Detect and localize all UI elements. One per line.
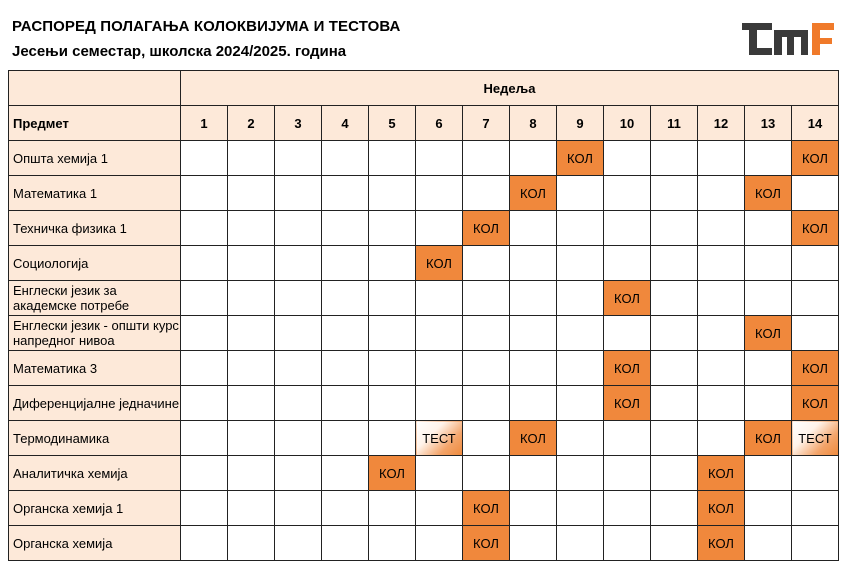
table-row (9, 316, 839, 351)
empty-cell (651, 246, 698, 281)
table-row (9, 211, 839, 246)
exam-cell-kol: КОЛ (416, 246, 463, 281)
week-number-9: 9 (557, 106, 604, 141)
table-row (9, 456, 839, 491)
empty-cell (651, 351, 698, 386)
empty-cell (228, 211, 275, 246)
empty-cell (181, 211, 228, 246)
empty-cell (181, 141, 228, 176)
empty-cell (557, 456, 604, 491)
empty-cell (416, 211, 463, 246)
exam-cell-kol: КОЛ (463, 526, 510, 561)
empty-cell (698, 141, 745, 176)
week-group-label: Недеља (181, 71, 839, 106)
empty-cell (651, 421, 698, 456)
empty-cell (463, 386, 510, 421)
week-number-4: 4 (322, 106, 369, 141)
empty-cell (604, 316, 651, 351)
empty-cell (792, 316, 839, 351)
empty-cell (745, 491, 792, 526)
exam-cell-kol: КОЛ (463, 211, 510, 246)
empty-cell (792, 456, 839, 491)
empty-cell (228, 351, 275, 386)
empty-cell (510, 281, 557, 316)
empty-cell (322, 491, 369, 526)
empty-cell (463, 351, 510, 386)
empty-cell (698, 351, 745, 386)
empty-cell (181, 456, 228, 491)
empty-cell (792, 176, 839, 211)
empty-cell (745, 351, 792, 386)
empty-cell (369, 246, 416, 281)
empty-cell (322, 281, 369, 316)
empty-cell (322, 526, 369, 561)
week-number-13: 13 (745, 106, 792, 141)
empty-cell (275, 456, 322, 491)
empty-cell (745, 281, 792, 316)
empty-cell (181, 176, 228, 211)
exam-cell-kol: КОЛ (745, 316, 792, 351)
week-number-1: 1 (181, 106, 228, 141)
empty-cell (416, 456, 463, 491)
empty-cell (322, 246, 369, 281)
empty-cell (416, 386, 463, 421)
week-number-10: 10 (604, 106, 651, 141)
empty-cell (510, 456, 557, 491)
week-number-8: 8 (510, 106, 557, 141)
empty-cell (369, 491, 416, 526)
empty-cell (557, 491, 604, 526)
table-row (9, 281, 839, 316)
subject-name: Енглески језик за академске потребе (9, 281, 181, 316)
subject-name: Органска хемија (9, 526, 181, 561)
empty-cell (745, 246, 792, 281)
empty-cell (228, 421, 275, 456)
exam-cell-kol: КОЛ (604, 351, 651, 386)
empty-cell (463, 421, 510, 456)
subject-name: Органска хемија 1 (9, 491, 181, 526)
table-row (9, 491, 839, 526)
empty-cell (698, 176, 745, 211)
empty-cell (228, 176, 275, 211)
empty-cell (322, 351, 369, 386)
exam-cell-kol: КОЛ (792, 386, 839, 421)
empty-cell (275, 386, 322, 421)
week-number-2: 2 (228, 106, 275, 141)
week-number-5: 5 (369, 106, 416, 141)
empty-cell (604, 246, 651, 281)
empty-cell (510, 351, 557, 386)
empty-cell (416, 141, 463, 176)
week-number-6: 6 (416, 106, 463, 141)
empty-cell (275, 211, 322, 246)
empty-cell (510, 316, 557, 351)
empty-cell (369, 176, 416, 211)
empty-cell (416, 316, 463, 351)
subject-name: Социологија (9, 246, 181, 281)
empty-cell (275, 281, 322, 316)
week-number-3: 3 (275, 106, 322, 141)
empty-cell (369, 351, 416, 386)
table-row (9, 421, 839, 456)
empty-cell (322, 421, 369, 456)
empty-cell (604, 176, 651, 211)
empty-cell (181, 491, 228, 526)
empty-cell (228, 316, 275, 351)
subject-name: Аналитичка хемија (9, 456, 181, 491)
week-number-14: 14 (792, 106, 839, 141)
empty-cell (604, 141, 651, 176)
table-row (9, 386, 839, 421)
week-number-11: 11 (651, 106, 698, 141)
empty-cell (698, 281, 745, 316)
empty-cell (557, 526, 604, 561)
empty-cell (228, 491, 275, 526)
empty-cell (651, 211, 698, 246)
empty-cell (651, 526, 698, 561)
exam-cell-kol: КОЛ (745, 176, 792, 211)
table-row (9, 526, 839, 561)
subject-name: Диференцијалне једначине (9, 386, 181, 421)
empty-cell (604, 456, 651, 491)
tmf-logo (740, 20, 836, 60)
page-title: РАСПОРЕД ПОЛАГАЊА КОЛОКВИЈУМА И ТЕСТОВА (12, 18, 401, 35)
empty-cell (275, 526, 322, 561)
empty-cell (604, 211, 651, 246)
exam-cell-kol: КОЛ (792, 141, 839, 176)
empty-cell (745, 386, 792, 421)
exam-cell-kol: КОЛ (369, 456, 416, 491)
empty-cell (510, 211, 557, 246)
exam-cell-kol: КОЛ (745, 421, 792, 456)
empty-cell (369, 421, 416, 456)
empty-cell (275, 351, 322, 386)
week-number-12: 12 (698, 106, 745, 141)
exam-cell-test: ТЕСТ (416, 421, 463, 456)
subject-name: Општа хемија 1 (9, 141, 181, 176)
exam-cell-kol: КОЛ (698, 491, 745, 526)
empty-cell (651, 176, 698, 211)
empty-cell (275, 246, 322, 281)
empty-cell (228, 281, 275, 316)
exam-cell-kol: КОЛ (604, 386, 651, 421)
empty-cell (604, 526, 651, 561)
table-row (9, 141, 839, 176)
empty-cell (369, 526, 416, 561)
empty-cell (463, 456, 510, 491)
empty-cell (322, 141, 369, 176)
empty-cell (463, 176, 510, 211)
empty-cell (463, 246, 510, 281)
exam-cell-kol: КОЛ (510, 421, 557, 456)
subject-name: Техничка физика 1 (9, 211, 181, 246)
empty-cell (416, 351, 463, 386)
empty-cell (181, 351, 228, 386)
empty-cell (604, 491, 651, 526)
exam-cell-kol: КОЛ (510, 176, 557, 211)
empty-cell (510, 386, 557, 421)
empty-cell (510, 526, 557, 561)
empty-cell (275, 491, 322, 526)
empty-cell (651, 141, 698, 176)
empty-cell (181, 386, 228, 421)
empty-cell (557, 386, 604, 421)
exam-cell-kol: КОЛ (792, 211, 839, 246)
empty-cell (745, 526, 792, 561)
schedule-table-body (9, 71, 839, 561)
empty-cell (463, 281, 510, 316)
empty-cell (181, 281, 228, 316)
empty-cell (745, 141, 792, 176)
empty-cell (557, 211, 604, 246)
empty-cell (698, 246, 745, 281)
exam-cell-kol: КОЛ (557, 141, 604, 176)
subject-name: Математика 1 (9, 176, 181, 211)
empty-cell (745, 211, 792, 246)
empty-cell (510, 491, 557, 526)
empty-cell (651, 281, 698, 316)
exam-cell-test: ТЕСТ (792, 421, 839, 456)
week-number-row (9, 106, 839, 141)
subject-name: Математика 3 (9, 351, 181, 386)
week-group-row (9, 71, 839, 106)
exam-cell-kol: КОЛ (792, 351, 839, 386)
empty-cell (275, 316, 322, 351)
empty-cell (369, 386, 416, 421)
empty-cell (651, 491, 698, 526)
subject-column-header: Предмет (9, 106, 181, 141)
table-row (9, 351, 839, 386)
empty-cell (416, 176, 463, 211)
exam-cell-kol: КОЛ (463, 491, 510, 526)
empty-cell (275, 141, 322, 176)
tmf-logo-icon (740, 20, 836, 60)
empty-cell (369, 281, 416, 316)
empty-cell (792, 281, 839, 316)
empty-cell (651, 316, 698, 351)
empty-cell (228, 141, 275, 176)
empty-cell (557, 351, 604, 386)
empty-cell (745, 456, 792, 491)
empty-cell (698, 211, 745, 246)
subject-name: Енглески језик - општи курс напредног нивоа (9, 316, 181, 351)
empty-cell (557, 316, 604, 351)
empty-cell (510, 141, 557, 176)
empty-cell (322, 386, 369, 421)
empty-cell (792, 246, 839, 281)
header-blank-cell (9, 71, 181, 106)
empty-cell (228, 456, 275, 491)
empty-cell (651, 386, 698, 421)
empty-cell (275, 176, 322, 211)
exam-cell-kol: КОЛ (698, 456, 745, 491)
table-row (9, 176, 839, 211)
empty-cell (510, 246, 557, 281)
empty-cell (651, 456, 698, 491)
empty-cell (322, 456, 369, 491)
empty-cell (604, 421, 651, 456)
empty-cell (322, 176, 369, 211)
empty-cell (275, 421, 322, 456)
empty-cell (698, 421, 745, 456)
empty-cell (181, 526, 228, 561)
empty-cell (181, 421, 228, 456)
empty-cell (463, 141, 510, 176)
exam-cell-kol: КОЛ (604, 281, 651, 316)
empty-cell (228, 246, 275, 281)
schedule-table (8, 70, 839, 561)
empty-cell (369, 141, 416, 176)
empty-cell (322, 316, 369, 351)
empty-cell (416, 281, 463, 316)
empty-cell (557, 176, 604, 211)
exam-cell-kol: КОЛ (698, 526, 745, 561)
empty-cell (181, 316, 228, 351)
empty-cell (792, 526, 839, 561)
empty-cell (416, 526, 463, 561)
page-subtitle: Јесењи семестар, школска 2024/2025. година (12, 43, 347, 60)
empty-cell (416, 491, 463, 526)
empty-cell (792, 491, 839, 526)
empty-cell (557, 281, 604, 316)
empty-cell (322, 211, 369, 246)
empty-cell (698, 316, 745, 351)
empty-cell (181, 246, 228, 281)
empty-cell (228, 526, 275, 561)
empty-cell (228, 386, 275, 421)
empty-cell (698, 386, 745, 421)
week-number-7: 7 (463, 106, 510, 141)
empty-cell (557, 421, 604, 456)
empty-cell (557, 246, 604, 281)
empty-cell (369, 211, 416, 246)
subject-name: Термодинамика (9, 421, 181, 456)
table-row (9, 246, 839, 281)
empty-cell (463, 316, 510, 351)
empty-cell (369, 316, 416, 351)
